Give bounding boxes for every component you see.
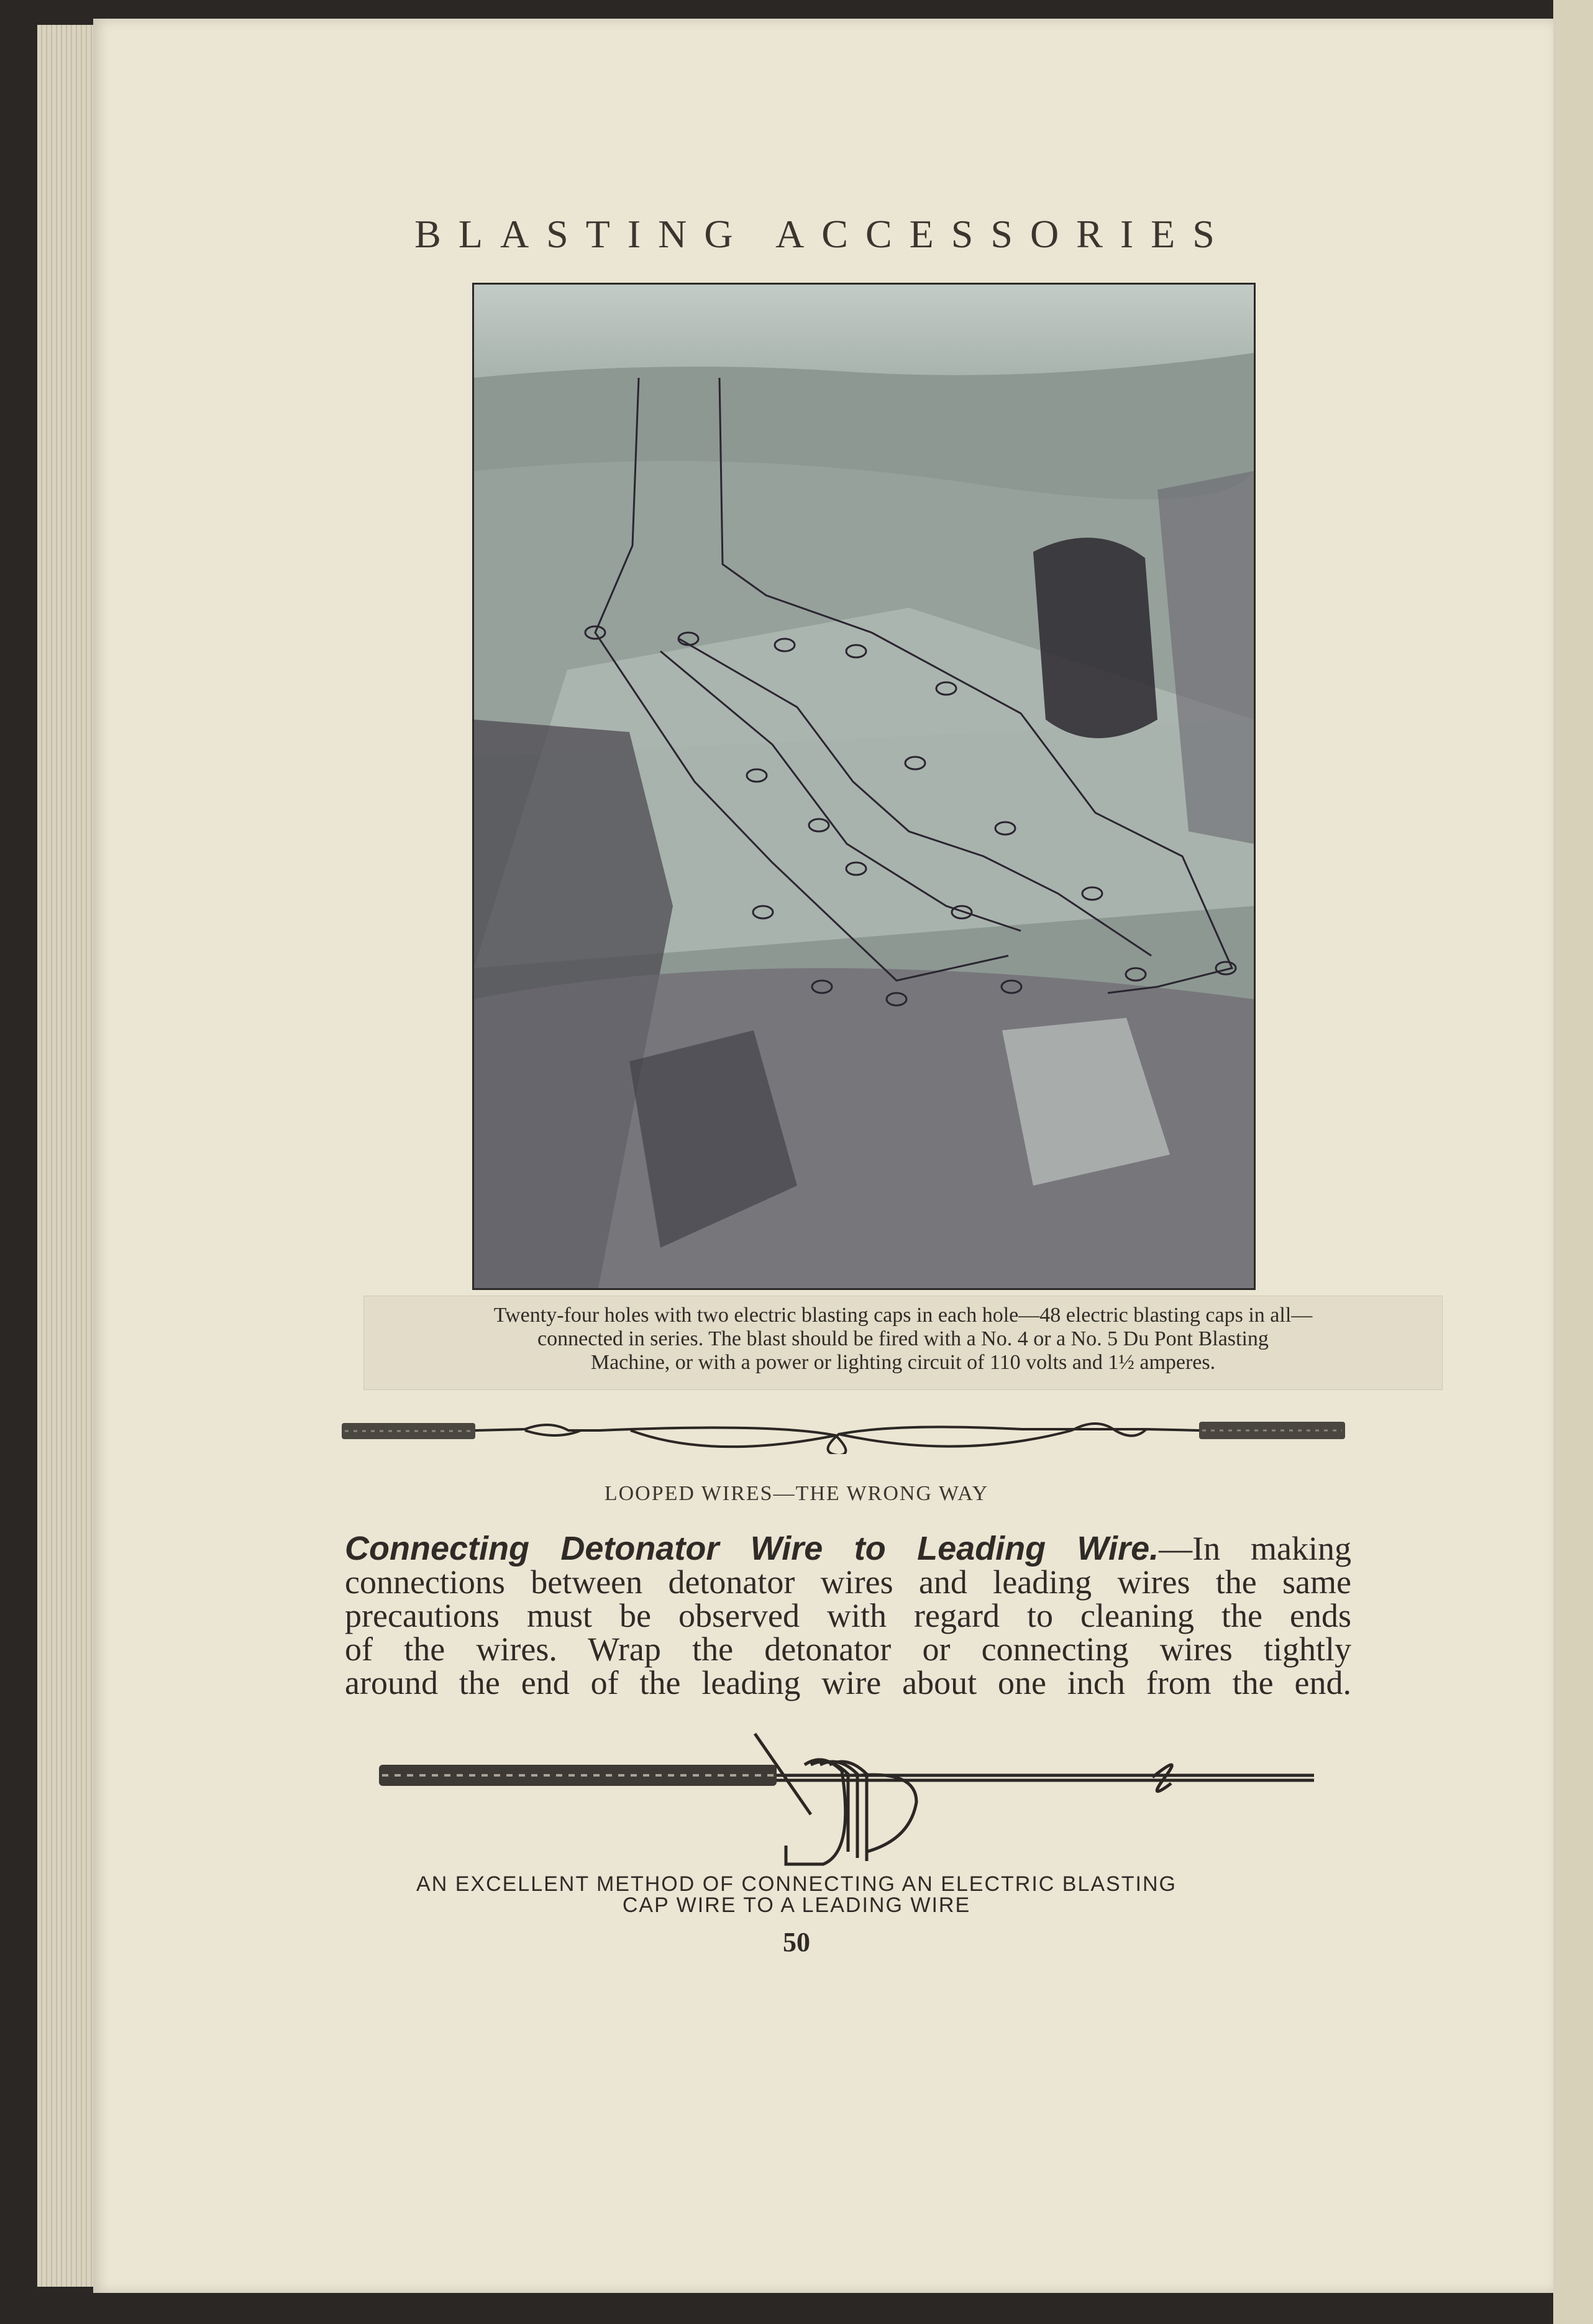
excellent-connection-illustration bbox=[376, 1727, 1320, 1870]
body-line: around the end of the leading wire about one inch from the end. bbox=[345, 1664, 1351, 1701]
body-line bbox=[345, 1532, 1351, 1565]
body-line-text: —In making bbox=[1159, 1530, 1351, 1567]
looped-wires-caption: LOOPED WIRES—THE WRONG WAY bbox=[604, 1482, 989, 1505]
photo-caption-line: Machine, or with a power or lighting circuit of 110 volts and 1½ amperes. bbox=[590, 1351, 1216, 1374]
looped-wires-illustration bbox=[339, 1398, 1358, 1454]
page-number: 50 bbox=[783, 1927, 810, 1957]
photo-caption bbox=[364, 1304, 1442, 1375]
excellent-caption-line: AN EXCELLENT METHOD OF CONNECTING AN ELECTRIC BLASTING bbox=[416, 1872, 1177, 1896]
quarry-photograph bbox=[472, 283, 1256, 1290]
running-head: BLASTING ACCESSORIES bbox=[414, 212, 1232, 256]
body-line: connections between detonator wires and leading wires the same bbox=[345, 1563, 1351, 1601]
quarry-photo-illustration bbox=[474, 285, 1254, 1288]
body-line: precautions must be observed with regard to cleaning the ends bbox=[345, 1597, 1351, 1634]
excellent-connection-caption bbox=[0, 1873, 1593, 1916]
photo-caption-line: connected in series. The blast should be fired with a No. 4 or a No. 5 Du Pont Blasting bbox=[537, 1327, 1269, 1350]
photo-caption-line: Twenty-four holes with two electric blasting caps in each hole—48 electric blasting caps in all— bbox=[493, 1304, 1313, 1327]
body-paragraph bbox=[345, 1532, 1351, 1700]
run-in-heading: Connecting Detonator Wire to Leading Wire. bbox=[345, 1530, 1159, 1567]
body-line: of the wires. Wrap the detonator or connecting wires tightly bbox=[345, 1631, 1351, 1668]
excellent-caption-line: CAP WIRE TO A LEADING WIRE bbox=[622, 1893, 971, 1917]
facing-page-edge bbox=[1553, 0, 1593, 2324]
photo-caption-box bbox=[363, 1296, 1443, 1390]
